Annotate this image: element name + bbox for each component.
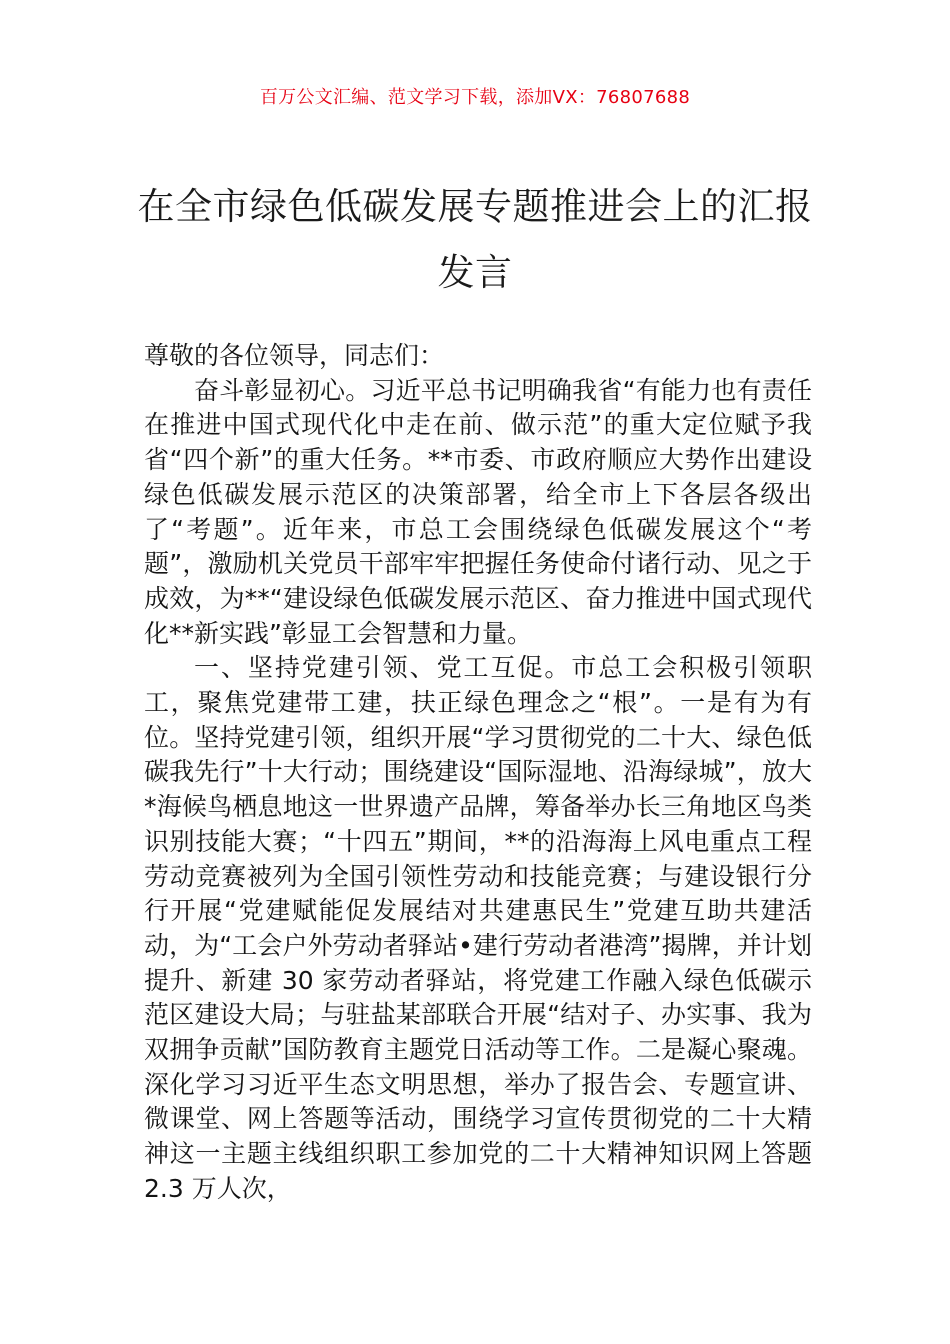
salutation: 尊敬的各位领导，同志们： [144, 341, 445, 370]
document-title: 在全市绿色低碳发展专题推进会上的汇报发言 [137, 185, 813, 294]
paragraph-section-one: 一、坚持党建引领、党工互促。市总工会积极引领职工，聚焦党建带工建，扶正绿色理念之“根”。一是有为有位。坚持党建引领，组织开展“学习贯彻党的二十大、绿色低碳我先行”十大行动；围绕建设“国际湿地、沿海绿城”，放大*海候鸟栖息地这一世界遗产品牌，筹备举办长三角地区鸟类识别技能大赛；“十四五”期间，**的沿海海上风电重点工程劳动竞赛被列为全国引领性劳动和技能竞赛；与建设银行分行开展“党建赋能促发展结对共建惠民生”党建互助共建活动，为“工会户外劳动者驿站•建行劳动者港湾”揭牌，并计划提升、新建 30 家劳动者驿站，将党建工作融入绿色低碳示范区建设大局；与驻盐某部联合开展“结对子、办实事、我为双拥争贡献”国防教育主题党日活动等工作。二是凝心聚魂。深化学习习近平生态文明思想，举办了报告会、专题宣讲、微课堂、网上答题等活动，围绕学习宣传贯彻党的二十大精神这一主题主线组织职工参加党的二十大精神知识网上答题 2.3 万人次， [144, 653, 812, 1203]
promo-header-note: 百万公文汇编、范文学习下载，添加VX：76807688 [259, 87, 691, 108]
document-body [144, 339, 812, 1207]
paragraph-intro: 奋斗彰显初心。习近平总书记明确我省“有能力也有责任在推进中国式现代化中走在前、做示范”的重大定位赋予我省“四个新”的重大任务。**市委、市政府顺应大势作出建设绿色低碳发展示范区的决策部署，给全市上下各层各级出了“考题”。近年来，市总工会围绕绿色低碳发展这个“考题”，激励机关党员干部牢牢把握任务使命付诸行动、见之于成效，为**“建设绿色低碳发展示范区、奋力推进中国式现代化**新实践”彰显工会智慧和力量。 [144, 375, 812, 648]
